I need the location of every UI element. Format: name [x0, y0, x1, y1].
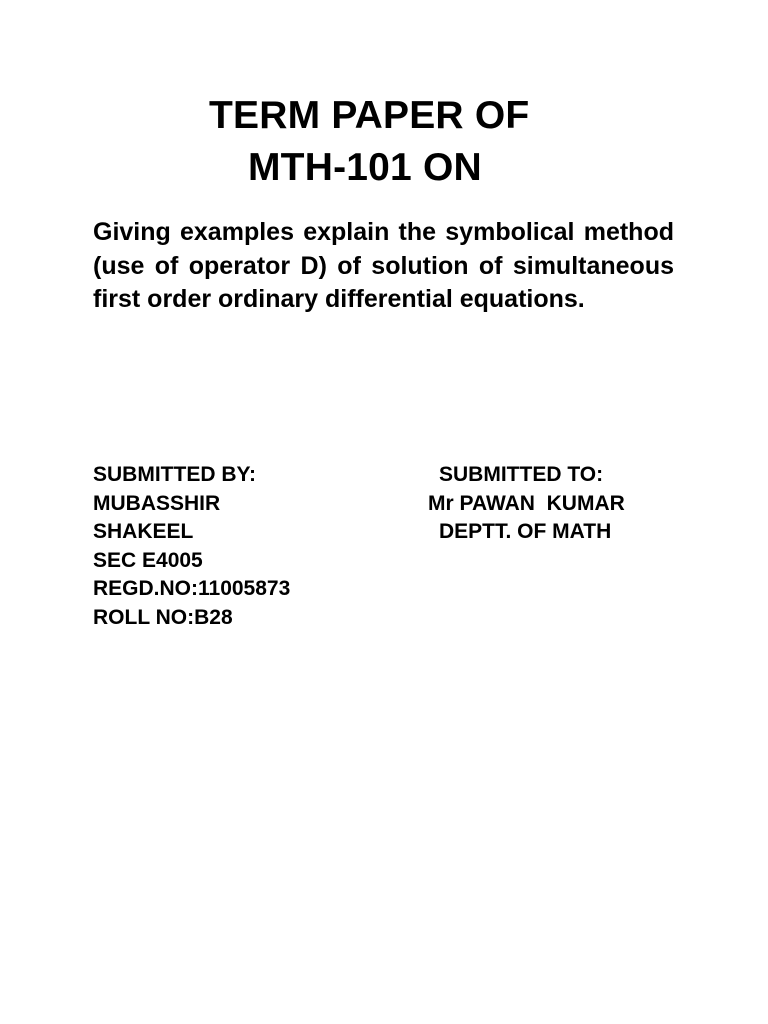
submitted-by-block — [93, 461, 290, 632]
title-line-2: MTH-101 ON — [248, 146, 482, 189]
student-regd-no: REGD.NO:11005873 — [93, 577, 291, 600]
student-name-line-2: SHAKEEL — [93, 520, 194, 543]
teacher-department: DEPTT. OF MATH — [439, 520, 612, 543]
question-text: Giving examples explain the symbolical method (use of operator D) of solution of simultaneous first order ordinary differential equations. — [93, 218, 674, 313]
submitted-to-heading: SUBMITTED TO: — [439, 463, 604, 486]
submitted-by-heading: SUBMITTED BY: — [93, 463, 256, 486]
title-line-1: TERM PAPER OF — [209, 94, 530, 137]
student-name-line-1: MUBASSHIR — [93, 491, 221, 515]
student-section: SEC E4005 — [93, 548, 203, 572]
submitted-to-block — [428, 461, 625, 547]
student-roll-no: ROLL NO:B28 — [93, 605, 233, 629]
teacher-name: Mr PAWAN KUMAR — [428, 491, 625, 515]
